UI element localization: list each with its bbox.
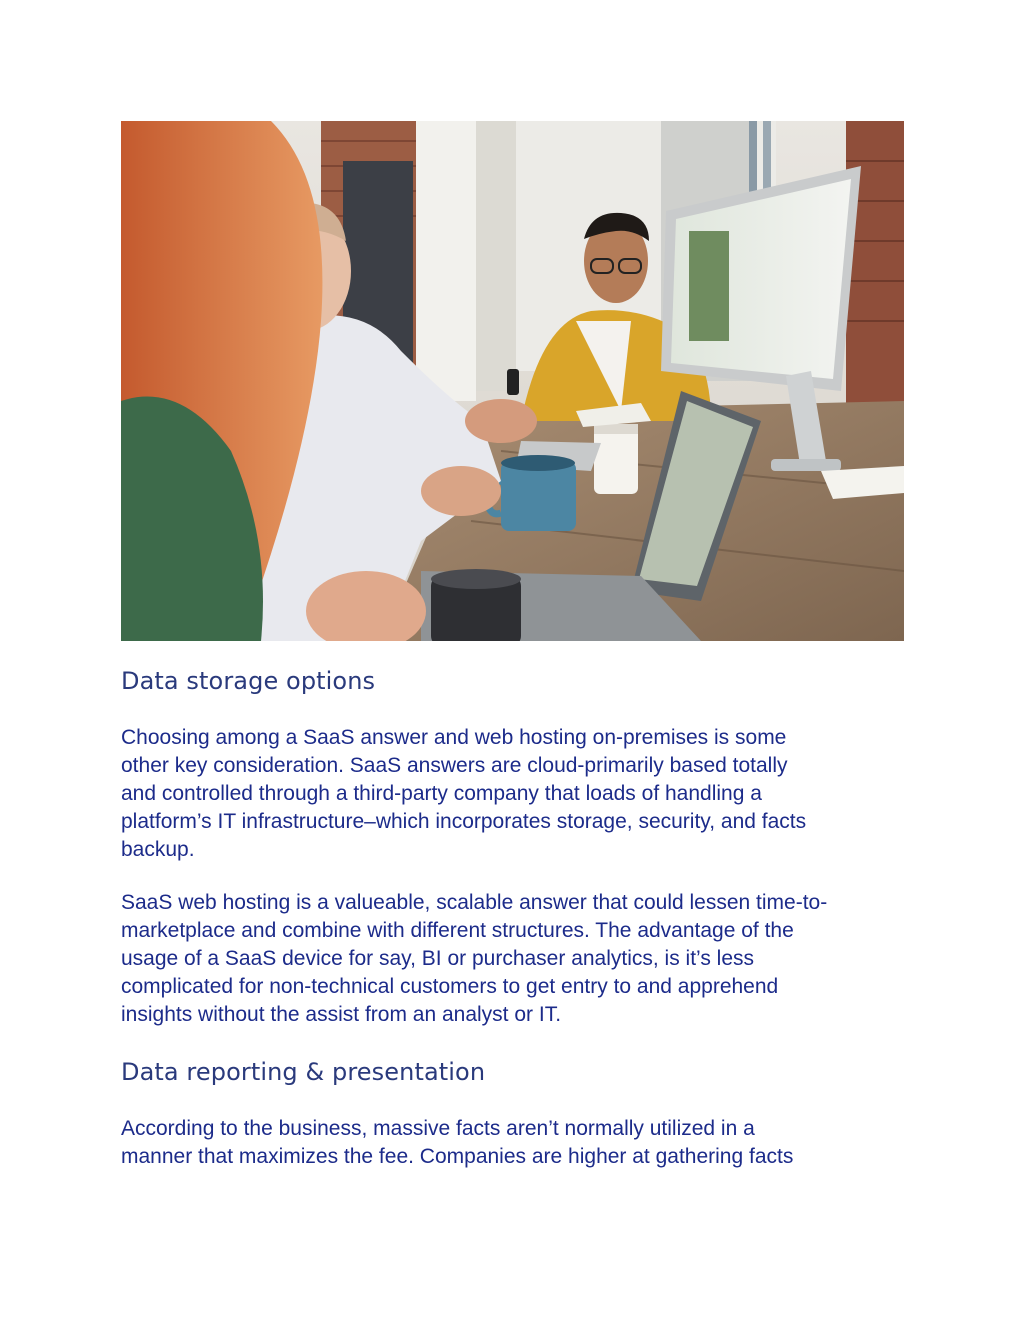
paragraph-line: platform’s IT infrastructure–which incorporates storage, security, and facts [121, 810, 807, 833]
office-meeting-photo [121, 121, 904, 641]
paragraph-line: According to the business, massive facts aren’t normally utilized in a [121, 1117, 755, 1140]
paragraph-line: complicated for non-technical customers to get entry to and apprehend [121, 975, 779, 998]
paragraph-business-facts [121, 1115, 921, 1171]
paragraph-line: marketplace and combine with different structures. The advantage of the [121, 919, 794, 942]
section-heading-data-storage: Data storage options [121, 667, 376, 695]
paragraph-line: insights without the assist from an analyst or IT. [121, 1003, 562, 1026]
photo-illustration [121, 121, 904, 641]
paragraph-saas-choice [121, 724, 921, 864]
paragraph-line: Choosing among a SaaS answer and web hosting on-premises is some [121, 726, 787, 749]
paragraph-line: usage of a SaaS device for say, BI or purchaser analytics, is it’s less [121, 947, 755, 970]
paragraph-line: SaaS web hosting is a valueable, scalable answer that could lessen time-to- [121, 891, 828, 914]
paragraph-line: backup. [121, 838, 195, 861]
paragraph-line: and controlled through a third-party company that loads of handling a [121, 782, 762, 805]
paragraph-line: manner that maximizes the fee. Companies are higher at gathering facts [121, 1145, 794, 1168]
section-heading-data-reporting: Data reporting & presentation [121, 1058, 486, 1086]
paragraph-line: other key consideration. SaaS answers are cloud-primarily based totally [121, 754, 788, 777]
paragraph-saas-hosting [121, 889, 921, 1029]
